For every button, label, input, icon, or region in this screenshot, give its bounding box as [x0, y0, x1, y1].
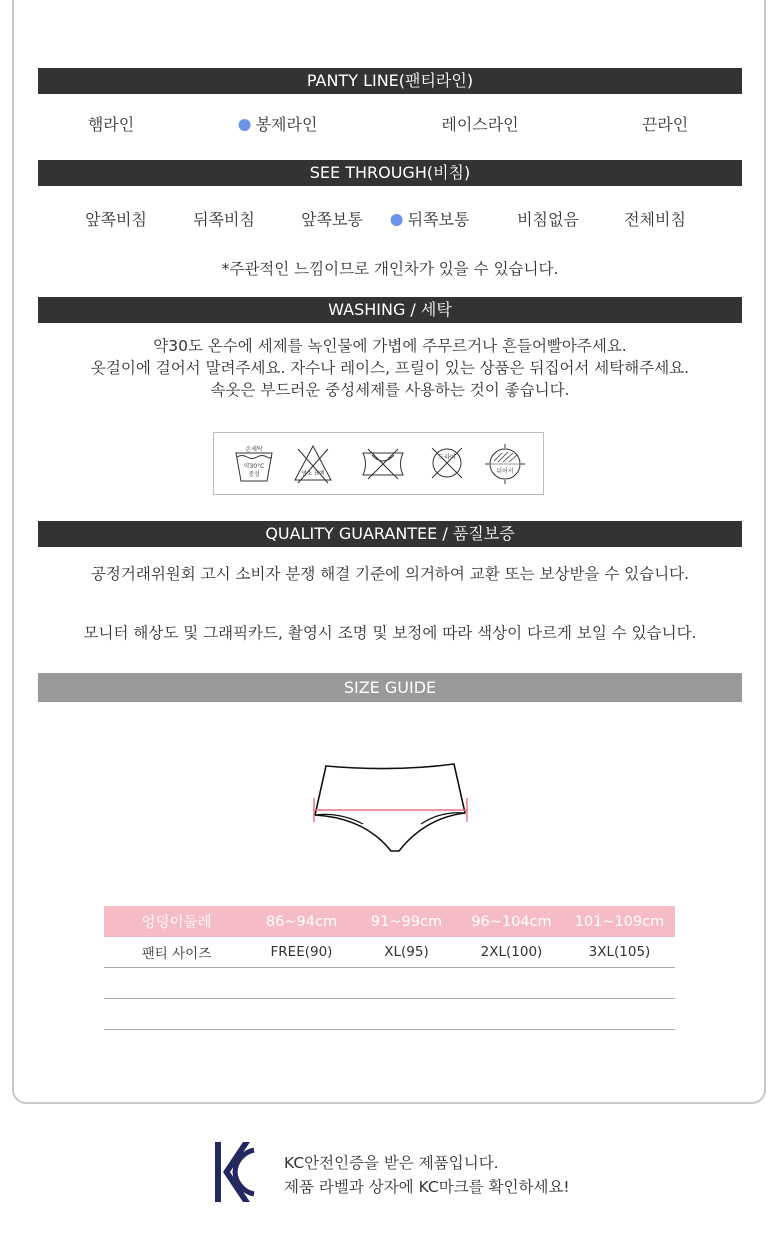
quality-line-2: 모니터 해상도 및 그래픽카드, 촬영시 조명 및 보정에 따라 색상이 다르게 보일 수 있습니다.: [83, 624, 697, 642]
option-all-see: 전체비침: [624, 210, 686, 229]
svg-text:염소 표백: 염소 표백: [301, 471, 325, 477]
washing-header: WASHING / 세탁: [38, 297, 742, 323]
panty-diagram-icon: [305, 758, 480, 858]
option-ham-line: 햄라인: [87, 115, 135, 134]
shade-dry-icon: [484, 443, 526, 485]
quality-header: QUALITY GUARANTEE / 품질보증: [38, 521, 742, 547]
size-guide-header: SIZE GUIDE: [38, 673, 742, 702]
option-lace-line: 레이스라인: [441, 115, 519, 134]
kc-mark-icon: [213, 1140, 257, 1204]
svg-text:뉘어서: 뉘어서: [496, 468, 514, 475]
size-header-cell: 96~104cm: [459, 906, 564, 937]
option-back-see: 뒤쪽비침: [193, 210, 255, 229]
size-header-cell: 91~99cm: [354, 906, 459, 937]
no-dry-clean-icon: [428, 443, 466, 485]
selected-dot-icon: [391, 214, 403, 226]
see-through-note: *주관적인 느낌이므로 개인차가 있을 수 있습니다.: [221, 260, 559, 278]
size-cell: 팬티 사이즈: [104, 937, 249, 968]
panty-line-header: PANTY LINE(팬티라인): [38, 68, 742, 94]
option-back-normal: 뒤쪽보통: [391, 210, 470, 230]
size-table: [104, 906, 675, 1030]
option-front-see: 앞쪽비침: [85, 210, 147, 229]
size-cell: 2XL(100): [459, 937, 564, 968]
quality-line-1: 공정거래위원회 고시 소비자 분쟁 해결 기준에 의거하여 교환 또는 보상받을 수 있습니다.: [90, 565, 690, 583]
svg-text:손세탁: 손세탁: [245, 446, 263, 453]
washing-line-3: 속옷은 부드러운 중성세제를 사용하는 것이 좋습니다.: [210, 381, 570, 399]
size-header-cell: 86~94cm: [249, 906, 354, 937]
option-no-see: 비침없음: [517, 210, 579, 229]
washing-line-1: 약30도 온수에 세제를 녹인물에 가볍에 주무르거나 흔들어빨아주세요.: [153, 337, 627, 355]
see-through-header: SEE THROUGH(비침): [38, 160, 742, 186]
washing-line-2: 옷걸이에 걸어서 말려주세요. 자수나 레이스, 프릴이 있는 상품은 뒤집어서 세탁해주세요.: [90, 359, 690, 377]
svg-text:중성: 중성: [248, 471, 260, 478]
size-cell: XL(95): [354, 937, 459, 968]
size-header-cell: 엉덩이둘레: [104, 906, 249, 937]
svg-text:드라이: 드라이: [438, 454, 456, 461]
kc-line-2: 제품 라벨과 상자에 KC마크를 확인하세요!: [284, 1178, 570, 1196]
kc-notice: [284, 1151, 570, 1199]
no-bleach-icon: [292, 443, 334, 485]
option-sewing-line: 봉제라인: [239, 115, 318, 135]
hand-wash-icon: [234, 443, 274, 485]
size-table-row: [104, 937, 675, 968]
size-table-header: [104, 906, 675, 937]
size-cell: 3XL(105): [564, 937, 675, 968]
care-icons-box: [213, 432, 544, 495]
no-tumble-dry-icon: [360, 443, 406, 485]
option-front-normal: 앞쪽보통: [301, 210, 363, 229]
svg-text:약30°C: 약30°C: [243, 463, 265, 470]
size-table-blank-row: [104, 999, 675, 1030]
size-header-cell: 101~109cm: [564, 906, 675, 937]
size-table-blank-row: [104, 968, 675, 999]
selected-dot-icon: [239, 119, 251, 131]
option-string-line: 끈라인: [641, 115, 689, 134]
size-cell: FREE(90): [249, 937, 354, 968]
kc-line-1: KC안전인증을 받은 제품입니다.: [284, 1154, 499, 1172]
